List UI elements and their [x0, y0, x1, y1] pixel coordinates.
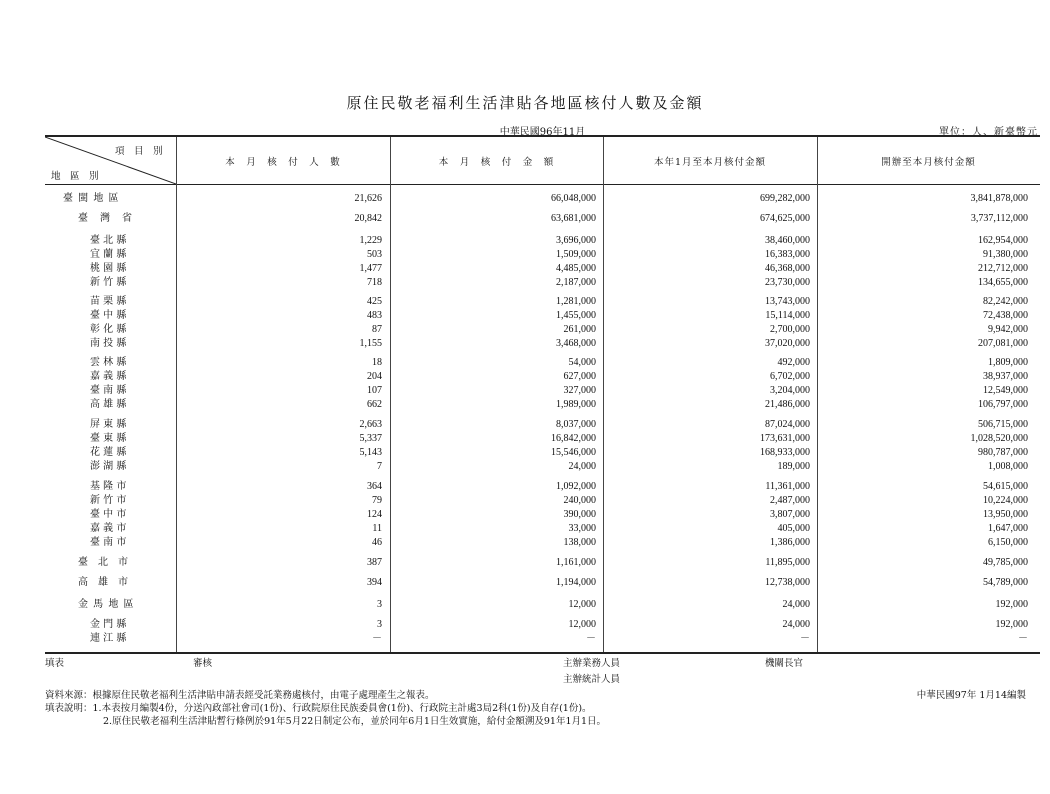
region-name: 花 蓮 縣 — [90, 447, 127, 458]
cell-c3: 405,000 — [777, 523, 810, 534]
cell-c3: 3,204,000 — [770, 385, 810, 396]
cell-c2: 8,037,000 — [556, 419, 596, 430]
cell-c4: 72,438,000 — [983, 310, 1028, 321]
cell-c3: 46,368,000 — [765, 263, 810, 274]
table-row — [45, 522, 1040, 536]
region-name: 宜 蘭 縣 — [90, 249, 127, 260]
table-row — [45, 618, 1040, 632]
cell-c1: 7 — [377, 461, 382, 472]
cell-c1: 79 — [372, 495, 382, 506]
cell-c2: 2,187,000 — [556, 277, 596, 288]
cell-c4: 106,797,000 — [978, 399, 1028, 410]
cell-c3: 3,807,000 — [770, 509, 810, 520]
cell-c1: 1,229 — [359, 235, 382, 246]
cell-c2: 54,000 — [568, 357, 596, 368]
table-row — [45, 398, 1040, 412]
report-title: 原住民敬老福利生活津貼各地區核付人數及金額 — [346, 94, 704, 112]
cell-c3: 168,933,000 — [760, 447, 810, 458]
cell-c2: 12,000 — [568, 599, 596, 610]
table-row — [45, 295, 1040, 309]
cell-c4: 1,028,520,000 — [970, 433, 1028, 444]
cell-c2: 138,000 — [563, 537, 596, 548]
region-name: 新 竹 縣 — [90, 277, 127, 288]
cell-c1: 2,663 — [359, 419, 382, 430]
cell-c3: 38,460,000 — [765, 235, 810, 246]
region-name: 臺 北 縣 — [90, 235, 127, 246]
cell-c4: 162,954,000 — [978, 235, 1028, 246]
cell-c1: 662 — [367, 399, 382, 410]
table-row — [45, 384, 1040, 398]
cell-c1: 387 — [367, 557, 382, 568]
table-row — [45, 536, 1040, 550]
corner-label-region: 地 區 別 — [51, 171, 99, 182]
region-name: 臺 東 縣 — [90, 433, 127, 444]
cell-c3: 13,743,000 — [765, 296, 810, 307]
cell-c3: 492,000 — [777, 357, 810, 368]
cell-c2: 1,092,000 — [556, 481, 596, 492]
region-name: 臺 中 縣 — [90, 310, 127, 321]
footer-fill-label: 填表 — [45, 658, 65, 669]
region-name: 連 江 縣 — [90, 633, 127, 644]
cell-c2: 261,000 — [563, 324, 596, 335]
cell-c3: － — [800, 633, 810, 644]
cell-c1: 124 — [367, 509, 382, 520]
table-row — [45, 248, 1040, 262]
region-name: 臺 南 市 — [90, 537, 127, 548]
region-name: 嘉 義 市 — [90, 523, 127, 534]
cell-c3: 23,730,000 — [765, 277, 810, 288]
region-name: 臺 南 縣 — [90, 385, 127, 396]
cell-c3: 37,020,000 — [765, 338, 810, 349]
region-name: 臺 灣 省 — [78, 213, 133, 224]
cell-c2: 24,000 — [568, 461, 596, 472]
cell-c4: 13,950,000 — [983, 509, 1028, 520]
table-row — [45, 576, 1040, 590]
data-table — [45, 135, 1040, 654]
cell-c4: 6,150,000 — [988, 537, 1028, 548]
cell-c3: 21,486,000 — [765, 399, 810, 410]
table-row — [45, 212, 1040, 226]
cell-c3: 6,702,000 — [770, 371, 810, 382]
cell-c3: 11,895,000 — [765, 557, 810, 568]
table-row — [45, 418, 1040, 432]
table-row — [45, 356, 1040, 370]
cell-c2: 3,468,000 — [556, 338, 596, 349]
cell-c3: 87,024,000 — [765, 419, 810, 430]
footer-head-label: 機關長官 — [765, 658, 804, 669]
cell-c2: 1,194,000 — [556, 577, 596, 588]
cell-c2: 627,000 — [563, 371, 596, 382]
region-name: 臺 閩 地 區 — [63, 193, 120, 204]
cell-c2: 15,546,000 — [551, 447, 596, 458]
cell-c4: 54,615,000 — [983, 481, 1028, 492]
cell-c1: 87 — [372, 324, 382, 335]
cell-c1: 46 — [372, 537, 382, 548]
cell-c1: 21,626 — [354, 193, 382, 204]
cell-c1: 5,337 — [359, 433, 382, 444]
cell-c1: 1,477 — [359, 263, 382, 274]
cell-c2: 12,000 — [568, 619, 596, 630]
region-name: 彰 化 縣 — [90, 324, 127, 335]
cell-c4: 12,549,000 — [983, 385, 1028, 396]
cell-c4: 9,942,000 — [988, 324, 1028, 335]
cell-c1: 483 — [367, 310, 382, 321]
cell-c1: － — [372, 633, 382, 644]
table-row — [45, 494, 1040, 508]
cell-c4: 1,008,000 — [988, 461, 1028, 472]
cell-c1: 18 — [372, 357, 382, 368]
footer-compiled-date: 中華民國97年 1月14編製 — [916, 690, 1026, 701]
footer-business-staff-label: 主辦業務人員 — [563, 658, 621, 669]
cell-c2: 1,281,000 — [556, 296, 596, 307]
cell-c3: 189,000 — [777, 461, 810, 472]
table-row — [45, 337, 1040, 351]
cell-c3: 173,631,000 — [760, 433, 810, 444]
cell-c1: 425 — [367, 296, 382, 307]
cell-c4: 134,655,000 — [978, 277, 1028, 288]
region-name: 臺 北 市 — [78, 557, 128, 568]
cell-c4: 212,712,000 — [978, 263, 1028, 274]
cell-c2: 390,000 — [563, 509, 596, 520]
cell-c4: 192,000 — [995, 619, 1028, 630]
table-row — [45, 262, 1040, 276]
header-ytd-amount: 本年1月至本月核付金額 — [653, 156, 767, 168]
header-monthly-amount: 本 月 核 付 金 額 — [438, 156, 555, 168]
region-name: 高 雄 市 — [78, 577, 128, 588]
footer-source: 資料來源：根據原住民敬老福利生活津貼申請表經受託業務處核付，由電子處理產生之報表。 — [45, 690, 435, 701]
cell-c3: 2,700,000 — [770, 324, 810, 335]
region-name: 桃 園 縣 — [90, 263, 127, 274]
cell-c3: 2,487,000 — [770, 495, 810, 506]
cell-c4: 91,380,000 — [983, 249, 1028, 260]
cell-c1: 364 — [367, 481, 382, 492]
table-body — [45, 137, 1040, 652]
cell-c2: 1,989,000 — [556, 399, 596, 410]
cell-c2: 1,509,000 — [556, 249, 596, 260]
region-name: 臺 中 市 — [90, 509, 127, 520]
cell-c1: 503 — [367, 249, 382, 260]
cell-c1: 20,842 — [354, 213, 382, 224]
region-name: 基 隆 市 — [90, 481, 127, 492]
cell-c2: 1,161,000 — [556, 557, 596, 568]
cell-c4: 192,000 — [995, 599, 1028, 610]
region-name: 金 門 縣 — [90, 619, 127, 630]
table-row — [45, 446, 1040, 460]
table-row — [45, 460, 1040, 474]
cell-c3: 15,114,000 — [765, 310, 810, 321]
cell-c4: 49,785,000 — [983, 557, 1028, 568]
table-row — [45, 632, 1040, 646]
region-name: 高 雄 縣 — [90, 399, 127, 410]
region-name: 苗 栗 縣 — [90, 296, 127, 307]
region-name: 南 投 縣 — [90, 338, 127, 349]
cell-c4: 506,715,000 — [978, 419, 1028, 430]
cell-c4: 82,242,000 — [983, 296, 1028, 307]
report-unit: 單位：人、新臺幣元 — [939, 127, 1038, 138]
cell-c4: 10,224,000 — [983, 495, 1028, 506]
cell-c4: 3,841,878,000 — [970, 193, 1028, 204]
cell-c4: 1,809,000 — [988, 357, 1028, 368]
footer-review-label: 審核 — [193, 658, 213, 669]
cell-c1: 204 — [367, 371, 382, 382]
table-row — [45, 234, 1040, 248]
table-row — [45, 598, 1040, 612]
region-name: 屏 東 縣 — [90, 419, 127, 430]
table-row — [45, 323, 1040, 337]
cell-c4: 207,081,000 — [978, 338, 1028, 349]
cell-c1: 11 — [372, 523, 382, 534]
cell-c1: 3 — [377, 619, 382, 630]
table-row — [45, 309, 1040, 323]
cell-c1: 107 — [367, 385, 382, 396]
cell-c3: 11,361,000 — [765, 481, 810, 492]
table-row — [45, 432, 1040, 446]
cell-c4: 3,737,112,000 — [970, 213, 1028, 224]
region-name: 雲 林 縣 — [90, 357, 127, 368]
cell-c2: 327,000 — [563, 385, 596, 396]
cell-c4: 1,647,000 — [988, 523, 1028, 534]
table-row — [45, 370, 1040, 384]
cell-c4: 980,787,000 — [978, 447, 1028, 458]
table-row — [45, 556, 1040, 570]
footer-note-1: 填表說明：1.本表按月編製4份，分送內政部社會司(1份)、行政院原住民族委員會(1份)、行政院主計處3局2科(1份)及自存(1份)。 — [45, 703, 592, 714]
cell-c2: 16,842,000 — [551, 433, 596, 444]
region-name: 新 竹 市 — [90, 495, 127, 506]
cell-c4: 54,789,000 — [983, 577, 1028, 588]
region-name: 嘉 義 縣 — [90, 371, 127, 382]
cell-c2: 4,485,000 — [556, 263, 596, 274]
cell-c2: 33,000 — [568, 523, 596, 534]
cell-c3: 12,738,000 — [765, 577, 810, 588]
footer-note-2: 2.原住民敬老福利生活津貼暫行條例於91年5月22日制定公布，並於同年6月1日生效實施，給付金額溯及91年1月1日。 — [103, 716, 607, 727]
cell-c2: 1,455,000 — [556, 310, 596, 321]
cell-c1: 394 — [367, 577, 382, 588]
table-row — [45, 192, 1040, 206]
cell-c1: 3 — [377, 599, 382, 610]
cell-c4: － — [1018, 633, 1028, 644]
cell-c1: 718 — [367, 277, 382, 288]
cell-c3: 16,383,000 — [765, 249, 810, 260]
cell-c2: 63,681,000 — [551, 213, 596, 224]
cell-c3: 699,282,000 — [760, 193, 810, 204]
table-row — [45, 276, 1040, 290]
cell-c2: 240,000 — [563, 495, 596, 506]
cell-c2: 66,048,000 — [551, 193, 596, 204]
cell-c2: 3,696,000 — [556, 235, 596, 246]
header-monthly-count: 本 月 核 付 人 數 — [225, 156, 341, 168]
corner-label-items: 項 目 別 — [115, 146, 163, 157]
cell-c3: 24,000 — [782, 619, 810, 630]
table-row — [45, 508, 1040, 522]
cell-c1: 1,155 — [359, 338, 382, 349]
cell-c2: － — [586, 633, 596, 644]
cell-c1: 5,143 — [359, 447, 382, 458]
region-name: 金 馬 地 區 — [78, 599, 135, 610]
footer-stats-staff-label: 主辦統計人員 — [563, 674, 621, 685]
cell-c4: 38,937,000 — [983, 371, 1028, 382]
region-name: 澎 湖 縣 — [90, 461, 127, 472]
cell-c3: 24,000 — [782, 599, 810, 610]
header-cumulative-amount: 開辦至本月核付金額 — [881, 156, 976, 168]
cell-c3: 1,386,000 — [770, 537, 810, 548]
cell-c3: 674,625,000 — [760, 213, 810, 224]
table-row — [45, 480, 1040, 494]
report-period: 中華民國96年11月 — [499, 127, 586, 138]
